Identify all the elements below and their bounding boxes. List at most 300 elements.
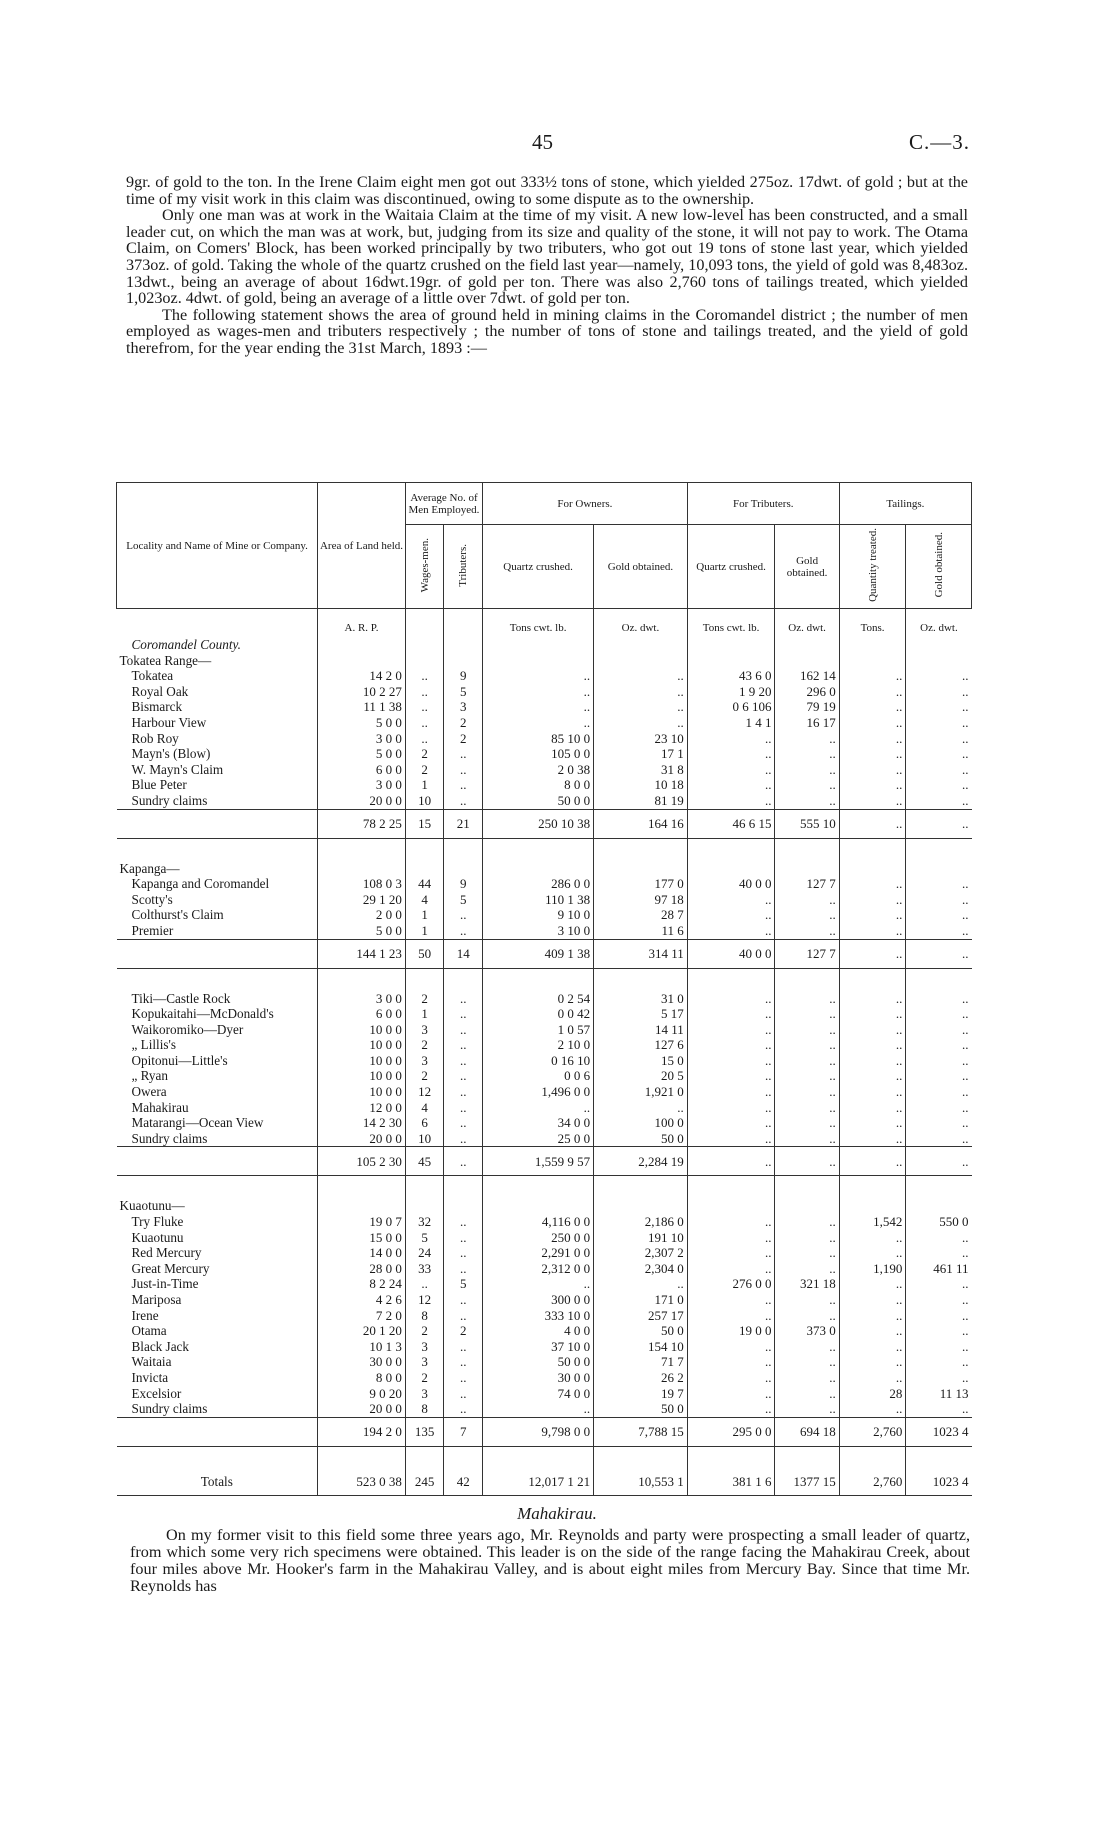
cell: 3 bbox=[405, 1339, 444, 1355]
table-row bbox=[117, 777, 972, 793]
cell: .. bbox=[839, 991, 906, 1007]
cell: .. bbox=[839, 1037, 906, 1053]
cell: 40 0 0 bbox=[687, 876, 775, 892]
table-row bbox=[117, 715, 972, 731]
cell: 26 2 bbox=[594, 1370, 688, 1386]
cell: 373 0 bbox=[775, 1323, 839, 1339]
spacer-row bbox=[117, 1176, 972, 1199]
header-average-men: Average No. of Men Employed. bbox=[405, 483, 482, 525]
cell: 10 0 0 bbox=[318, 1037, 406, 1053]
cell: .. bbox=[906, 762, 972, 778]
cell: 50 0 bbox=[594, 1131, 688, 1147]
table-row bbox=[117, 746, 972, 762]
table-row bbox=[117, 1022, 972, 1038]
header-tailings-quantity: Quantity treated. bbox=[839, 525, 906, 609]
cell: .. bbox=[839, 876, 906, 892]
cell: 28 bbox=[839, 1386, 906, 1402]
cell: .. bbox=[839, 668, 906, 684]
cell: 110 1 38 bbox=[483, 892, 594, 908]
cell: 10 2 27 bbox=[318, 684, 406, 700]
cell: .. bbox=[775, 1245, 839, 1261]
cell: 71 7 bbox=[594, 1354, 688, 1370]
totals-cell: 42 bbox=[444, 1469, 483, 1496]
cell: .. bbox=[444, 1022, 483, 1038]
cell: .. bbox=[906, 746, 972, 762]
cell: .. bbox=[687, 1261, 775, 1277]
cell: .. bbox=[906, 1401, 972, 1417]
cell: 20 0 0 bbox=[318, 1401, 406, 1417]
cell: .. bbox=[775, 1131, 839, 1147]
subtotal-cell: .. bbox=[839, 1147, 906, 1176]
cell: .. bbox=[687, 1401, 775, 1417]
cell: .. bbox=[906, 923, 972, 939]
cell: 191 10 bbox=[594, 1230, 688, 1246]
group-title-row bbox=[117, 1198, 972, 1214]
cell: .. bbox=[444, 793, 483, 809]
cell: .. bbox=[839, 1022, 906, 1038]
cell: .. bbox=[839, 793, 906, 809]
table-row bbox=[117, 1084, 972, 1100]
cell: 105 0 0 bbox=[483, 746, 594, 762]
mine-name: Premier bbox=[131, 922, 174, 938]
subtotal-cell: 105 2 30 bbox=[318, 1147, 406, 1176]
mine-name: Mahakirau bbox=[131, 1099, 189, 1115]
cell: .. bbox=[775, 731, 839, 747]
cell: 3 bbox=[405, 1053, 444, 1069]
mine-name: Kapanga and Coromandel bbox=[131, 876, 270, 892]
subtotal-cell: 2,760 bbox=[839, 1417, 906, 1446]
subtotal-cell: 135 bbox=[405, 1417, 444, 1446]
cell: .. bbox=[839, 777, 906, 793]
cell: 10 18 bbox=[594, 777, 688, 793]
subtotal-cell: 144 1 23 bbox=[318, 939, 406, 968]
cell: .. bbox=[775, 1261, 839, 1277]
cell: .. bbox=[444, 1245, 483, 1261]
cell: .. bbox=[687, 1053, 775, 1069]
mine-name: Royal Oak bbox=[131, 683, 189, 699]
subtotal-cell: 194 2 0 bbox=[318, 1417, 406, 1446]
totals-cell: 381 1 6 bbox=[687, 1469, 775, 1496]
header-for-tributers: For Tributers. bbox=[687, 483, 839, 525]
closing-paragraph: On my former visit to this field some three years ago, Mr. Reynolds and party were prospecting a small leader of quartz, from which some very rich specimens were obtained. This leader is on the side of the range facing the Mahakirau Creek, about four miles above Mr. Hooker's farm in the Mahakirau Valley, and is about eight miles from Mercury Bay. Since that time Mr. Reynolds has bbox=[130, 1526, 970, 1595]
cell: .. bbox=[483, 668, 594, 684]
table-row bbox=[117, 684, 972, 700]
cell: 5 bbox=[444, 684, 483, 700]
cell: .. bbox=[775, 777, 839, 793]
cell: .. bbox=[444, 1354, 483, 1370]
cell: 0 16 10 bbox=[483, 1053, 594, 1069]
cell: .. bbox=[839, 923, 906, 939]
table-row bbox=[117, 1339, 972, 1355]
table-row bbox=[117, 668, 972, 684]
cell: 10 0 0 bbox=[318, 1053, 406, 1069]
subtotal-cell: .. bbox=[839, 939, 906, 968]
mine-name: Rob Roy bbox=[131, 730, 179, 746]
cell: .. bbox=[906, 1308, 972, 1324]
mine-name: Kopukaitahi—McDonald's bbox=[131, 1006, 274, 1022]
cell: .. bbox=[775, 892, 839, 908]
cell: .. bbox=[444, 1214, 483, 1230]
header-tailings: Tailings. bbox=[839, 483, 971, 525]
subtotal-row bbox=[117, 809, 972, 838]
cell: 74 0 0 bbox=[483, 1386, 594, 1402]
cell: 14 2 30 bbox=[318, 1115, 406, 1131]
paragraph: Only one man was at work in the Waitaia Claim at the time of my visit. A new low-level has been constructed, and a small leader cut, on which the man was at work, but, judging from its size and quality of the stone, it will not pay to work. The Otama Claim, on Comers' Block, has been worked principally by two tributers, who got out 19 tons of stone last year, which yielded 373oz. of gold. Taking the whole of the quartz crushed on the field last year—namely, 10,093 tons, the yield of gold was 8,483oz. 13dwt., being an average of about 16dwt.19gr. of gold per ton. There was also 2,760 tons of tailings treated, which yielded 1,023oz. 4dwt. of gold, being an average of a little over 7dwt. of gold per ton. bbox=[126, 206, 968, 308]
cell: 19 7 bbox=[594, 1386, 688, 1402]
cell: 0 0 6 bbox=[483, 1068, 594, 1084]
cell: 30 0 0 bbox=[483, 1370, 594, 1386]
cell: .. bbox=[775, 1308, 839, 1324]
cell: 5 bbox=[444, 1276, 483, 1292]
paragraph: 9gr. of gold to the ton. In the Irene Claim eight men got out 333½ tons of stone, which yielded 275oz. 17dwt. of gold ; but at the time of my visit work in this claim was discontinued, owing to some dispute as to the ownership. bbox=[126, 173, 968, 208]
cell: 3 10 0 bbox=[483, 923, 594, 939]
table-row bbox=[117, 1308, 972, 1324]
cell: 2 bbox=[405, 762, 444, 778]
cell: 7 2 0 bbox=[318, 1308, 406, 1324]
cell: .. bbox=[839, 1068, 906, 1084]
group-title-row bbox=[117, 861, 972, 877]
cell: .. bbox=[839, 1100, 906, 1116]
cell: .. bbox=[839, 1131, 906, 1147]
cell: 127 6 bbox=[594, 1037, 688, 1053]
cell: 6 bbox=[405, 1115, 444, 1131]
subtotal-cell: .. bbox=[687, 1147, 775, 1176]
cell: .. bbox=[906, 1276, 972, 1292]
mine-name: Try Fluke bbox=[131, 1214, 184, 1230]
subtotal-cell: 46 6 15 bbox=[687, 809, 775, 838]
cell: .. bbox=[687, 1068, 775, 1084]
cell: .. bbox=[775, 762, 839, 778]
county-label: Coromandel County. bbox=[131, 637, 241, 652]
cell: .. bbox=[839, 1053, 906, 1069]
cell: 12 0 0 bbox=[318, 1100, 406, 1116]
cell: .. bbox=[839, 1308, 906, 1324]
cell: 12 bbox=[405, 1084, 444, 1100]
unit-tributers-gold: Oz. dwt. bbox=[775, 609, 839, 638]
cell: 2,312 0 0 bbox=[483, 1261, 594, 1277]
cell: .. bbox=[906, 1354, 972, 1370]
spacer-row bbox=[117, 968, 972, 991]
cell: .. bbox=[839, 1339, 906, 1355]
cell: .. bbox=[906, 1115, 972, 1131]
mine-name: Kuaotunu bbox=[131, 1229, 184, 1245]
table-row bbox=[117, 1100, 972, 1116]
cell: 5 0 0 bbox=[318, 746, 406, 762]
cell: .. bbox=[687, 777, 775, 793]
header-owners-quartz: Quartz crushed. bbox=[483, 525, 594, 609]
table-row bbox=[117, 1261, 972, 1277]
table-row bbox=[117, 1386, 972, 1402]
cell: 8 2 24 bbox=[318, 1276, 406, 1292]
cell: 3 bbox=[405, 1386, 444, 1402]
cell: .. bbox=[839, 1276, 906, 1292]
cell: .. bbox=[775, 1370, 839, 1386]
cell: .. bbox=[839, 715, 906, 731]
table-row bbox=[117, 1401, 972, 1417]
cell: .. bbox=[906, 1022, 972, 1038]
mine-name: W. Mayn's Claim bbox=[131, 761, 224, 777]
mine-name: Just-in-Time bbox=[131, 1276, 199, 1292]
cell: 43 6 0 bbox=[687, 668, 775, 684]
cell: .. bbox=[444, 923, 483, 939]
cell: .. bbox=[405, 715, 444, 731]
cell: .. bbox=[444, 1084, 483, 1100]
cell: .. bbox=[775, 1214, 839, 1230]
cell: .. bbox=[444, 1115, 483, 1131]
cell: 10 bbox=[405, 793, 444, 809]
cell: 11 13 bbox=[906, 1386, 972, 1402]
cell: .. bbox=[906, 1053, 972, 1069]
subtotal-row bbox=[117, 939, 972, 968]
cell: 25 0 0 bbox=[483, 1131, 594, 1147]
mine-name: Waikoromiko—Dyer bbox=[131, 1021, 244, 1037]
table-row bbox=[117, 1115, 972, 1131]
cell: 2 bbox=[444, 731, 483, 747]
unit-tailings-quantity: Tons. bbox=[839, 609, 906, 638]
cell: 0 6 106 bbox=[687, 699, 775, 715]
table-body bbox=[117, 609, 972, 1496]
cell: 44 bbox=[405, 876, 444, 892]
cell: 3 0 0 bbox=[318, 731, 406, 747]
cell: 4 2 6 bbox=[318, 1292, 406, 1308]
totals-cell: 523 0 38 bbox=[318, 1469, 406, 1496]
cell: 1,921 0 bbox=[594, 1084, 688, 1100]
cell: 19 0 0 bbox=[687, 1323, 775, 1339]
group-title-row bbox=[117, 653, 972, 669]
cell: .. bbox=[839, 1115, 906, 1131]
cell: 10 1 3 bbox=[318, 1339, 406, 1355]
mine-name: Owera bbox=[131, 1084, 167, 1100]
cell: .. bbox=[594, 699, 688, 715]
cell: 79 19 bbox=[775, 699, 839, 715]
cell: 171 0 bbox=[594, 1292, 688, 1308]
cell: 11 6 bbox=[594, 923, 688, 939]
table-row bbox=[117, 762, 972, 778]
subtotal-cell: 40 0 0 bbox=[687, 939, 775, 968]
cell: 3 bbox=[405, 1022, 444, 1038]
cell: .. bbox=[906, 1100, 972, 1116]
cell: 2 bbox=[405, 991, 444, 1007]
page-header bbox=[115, 130, 970, 160]
cell: 24 bbox=[405, 1245, 444, 1261]
cell: 177 0 bbox=[594, 876, 688, 892]
header-tributers-gold: Gold obtained. bbox=[775, 525, 839, 609]
cell: .. bbox=[594, 1276, 688, 1292]
cell: .. bbox=[839, 1292, 906, 1308]
cell: .. bbox=[906, 699, 972, 715]
subtotal-cell: .. bbox=[906, 1147, 972, 1176]
cell: 17 1 bbox=[594, 746, 688, 762]
subtotal-cell: 409 1 38 bbox=[483, 939, 594, 968]
cell: .. bbox=[687, 1308, 775, 1324]
subtotal-cell: 127 7 bbox=[775, 939, 839, 968]
cell: .. bbox=[775, 1115, 839, 1131]
cell: .. bbox=[839, 1354, 906, 1370]
page-number: 45 bbox=[532, 130, 553, 154]
cell: 3 0 0 bbox=[318, 991, 406, 1007]
table-row bbox=[117, 876, 972, 892]
cell: .. bbox=[687, 1037, 775, 1053]
cell: .. bbox=[594, 1100, 688, 1116]
cell: .. bbox=[906, 1068, 972, 1084]
cell: .. bbox=[444, 1131, 483, 1147]
cell: 16 17 bbox=[775, 715, 839, 731]
cell: .. bbox=[444, 1339, 483, 1355]
cell: .. bbox=[775, 793, 839, 809]
cell: 37 10 0 bbox=[483, 1339, 594, 1355]
mine-name: Bismarck bbox=[131, 699, 183, 715]
cell: .. bbox=[687, 731, 775, 747]
cell: .. bbox=[444, 1068, 483, 1084]
mine-name: Mayn's (Blow) bbox=[131, 746, 211, 762]
cell: 4 0 0 bbox=[483, 1323, 594, 1339]
subtotal-cell: 295 0 0 bbox=[687, 1417, 775, 1446]
cell: 1,190 bbox=[839, 1261, 906, 1277]
table-row bbox=[117, 1323, 972, 1339]
cell: 3 bbox=[405, 1354, 444, 1370]
subtotal-cell: .. bbox=[444, 1147, 483, 1176]
table-row bbox=[117, 923, 972, 939]
cell: 3 0 0 bbox=[318, 777, 406, 793]
cell: .. bbox=[444, 1261, 483, 1277]
cell: .. bbox=[906, 684, 972, 700]
header-locality: Locality and Name of Mine or Company. bbox=[117, 483, 318, 609]
cell: 2 bbox=[405, 1323, 444, 1339]
cell: .. bbox=[687, 1131, 775, 1147]
subtotal-cell: 14 bbox=[444, 939, 483, 968]
unit-tailings-gold: Oz. dwt. bbox=[906, 609, 972, 638]
cell: 5 0 0 bbox=[318, 923, 406, 939]
cell: 20 5 bbox=[594, 1068, 688, 1084]
cell: .. bbox=[444, 907, 483, 923]
mine-name: Matarangi—Ocean View bbox=[131, 1115, 264, 1131]
cell: .. bbox=[444, 1386, 483, 1402]
unit-owners-quartz: Tons cwt. lb. bbox=[483, 609, 594, 638]
header-tributers: Tributers. bbox=[444, 525, 483, 609]
cell: .. bbox=[839, 892, 906, 908]
cell: 3 bbox=[444, 699, 483, 715]
cell: 14 0 0 bbox=[318, 1245, 406, 1261]
totals-cell: 2,760 bbox=[839, 1469, 906, 1496]
body-text bbox=[126, 174, 968, 357]
cell: 461 11 bbox=[906, 1261, 972, 1277]
cell: 20 0 0 bbox=[318, 793, 406, 809]
totals-cell: 245 bbox=[405, 1469, 444, 1496]
table-row bbox=[117, 1006, 972, 1022]
cell: 5 0 0 bbox=[318, 715, 406, 731]
cell: 23 10 bbox=[594, 731, 688, 747]
totals-cell: 1377 15 bbox=[775, 1469, 839, 1496]
cell: 276 0 0 bbox=[687, 1276, 775, 1292]
subtotal-cell: 2,284 19 bbox=[594, 1147, 688, 1176]
cell: .. bbox=[839, 1006, 906, 1022]
cell: .. bbox=[839, 731, 906, 747]
totals-cell: 1023 4 bbox=[906, 1469, 972, 1496]
cell: .. bbox=[839, 746, 906, 762]
totals-cell: 10,553 1 bbox=[594, 1469, 688, 1496]
cell: 8 bbox=[405, 1308, 444, 1324]
cell: 6 0 0 bbox=[318, 1006, 406, 1022]
cell: 257 17 bbox=[594, 1308, 688, 1324]
cell: .. bbox=[687, 1100, 775, 1116]
cell: .. bbox=[687, 1370, 775, 1386]
mine-name: Sundry claims bbox=[131, 792, 208, 808]
cell: .. bbox=[594, 684, 688, 700]
cell: .. bbox=[775, 1022, 839, 1038]
cell: .. bbox=[405, 1276, 444, 1292]
cell: 1 bbox=[405, 907, 444, 923]
subtotal-cell: .. bbox=[906, 939, 972, 968]
cell: .. bbox=[906, 991, 972, 1007]
table-row bbox=[117, 907, 972, 923]
subtotal-cell: 314 11 bbox=[594, 939, 688, 968]
cell: .. bbox=[906, 1084, 972, 1100]
cell: 10 0 0 bbox=[318, 1022, 406, 1038]
subtotal-cell: .. bbox=[775, 1147, 839, 1176]
cell: 28 7 bbox=[594, 907, 688, 923]
mine-name: Red Mercury bbox=[131, 1245, 202, 1261]
cell: .. bbox=[839, 1084, 906, 1100]
cell: .. bbox=[444, 777, 483, 793]
cell: .. bbox=[839, 684, 906, 700]
subtotal-cell: 1023 4 bbox=[906, 1417, 972, 1446]
cell: .. bbox=[483, 1276, 594, 1292]
cell: .. bbox=[483, 715, 594, 731]
header-tailings-gold: Gold obtained. bbox=[906, 525, 972, 609]
cell: .. bbox=[687, 1386, 775, 1402]
cell: .. bbox=[444, 762, 483, 778]
cell: 9 bbox=[444, 876, 483, 892]
subtotal-cell: 50 bbox=[405, 939, 444, 968]
cell: .. bbox=[687, 1006, 775, 1022]
cell: 12 bbox=[405, 1292, 444, 1308]
cell: 2 bbox=[444, 1323, 483, 1339]
cell: 333 10 0 bbox=[483, 1308, 594, 1324]
cell: .. bbox=[687, 1022, 775, 1038]
cell: .. bbox=[839, 762, 906, 778]
mine-name: Colthurst's Claim bbox=[131, 907, 224, 923]
totals-row bbox=[117, 1469, 972, 1496]
subtotal-cell: 15 bbox=[405, 809, 444, 838]
cell: 2 bbox=[405, 1370, 444, 1386]
cell: 2,291 0 0 bbox=[483, 1245, 594, 1261]
cell: .. bbox=[444, 1308, 483, 1324]
table-row bbox=[117, 1370, 972, 1386]
cell: 2,304 0 bbox=[594, 1261, 688, 1277]
cell: 50 0 bbox=[594, 1323, 688, 1339]
cell: .. bbox=[906, 1037, 972, 1053]
table-row bbox=[117, 1037, 972, 1053]
cell: 2 bbox=[405, 1068, 444, 1084]
table-row bbox=[117, 1230, 972, 1246]
cell: 1,542 bbox=[839, 1214, 906, 1230]
unit-owners-gold: Oz. dwt. bbox=[594, 609, 688, 638]
cell: .. bbox=[687, 1245, 775, 1261]
mine-name: Otama bbox=[131, 1323, 167, 1339]
cell: 14 11 bbox=[594, 1022, 688, 1038]
mine-name: Excelsior bbox=[131, 1385, 182, 1401]
cell: .. bbox=[444, 1401, 483, 1417]
subtotal-cell: 7 bbox=[444, 1417, 483, 1446]
cell: .. bbox=[405, 731, 444, 747]
cell: .. bbox=[687, 1292, 775, 1308]
cell: .. bbox=[687, 746, 775, 762]
cell: 2 10 0 bbox=[483, 1037, 594, 1053]
cell: .. bbox=[444, 1053, 483, 1069]
subtotal-cell: 45 bbox=[405, 1147, 444, 1176]
subtotal-cell: .. bbox=[906, 809, 972, 838]
cell: .. bbox=[839, 1401, 906, 1417]
